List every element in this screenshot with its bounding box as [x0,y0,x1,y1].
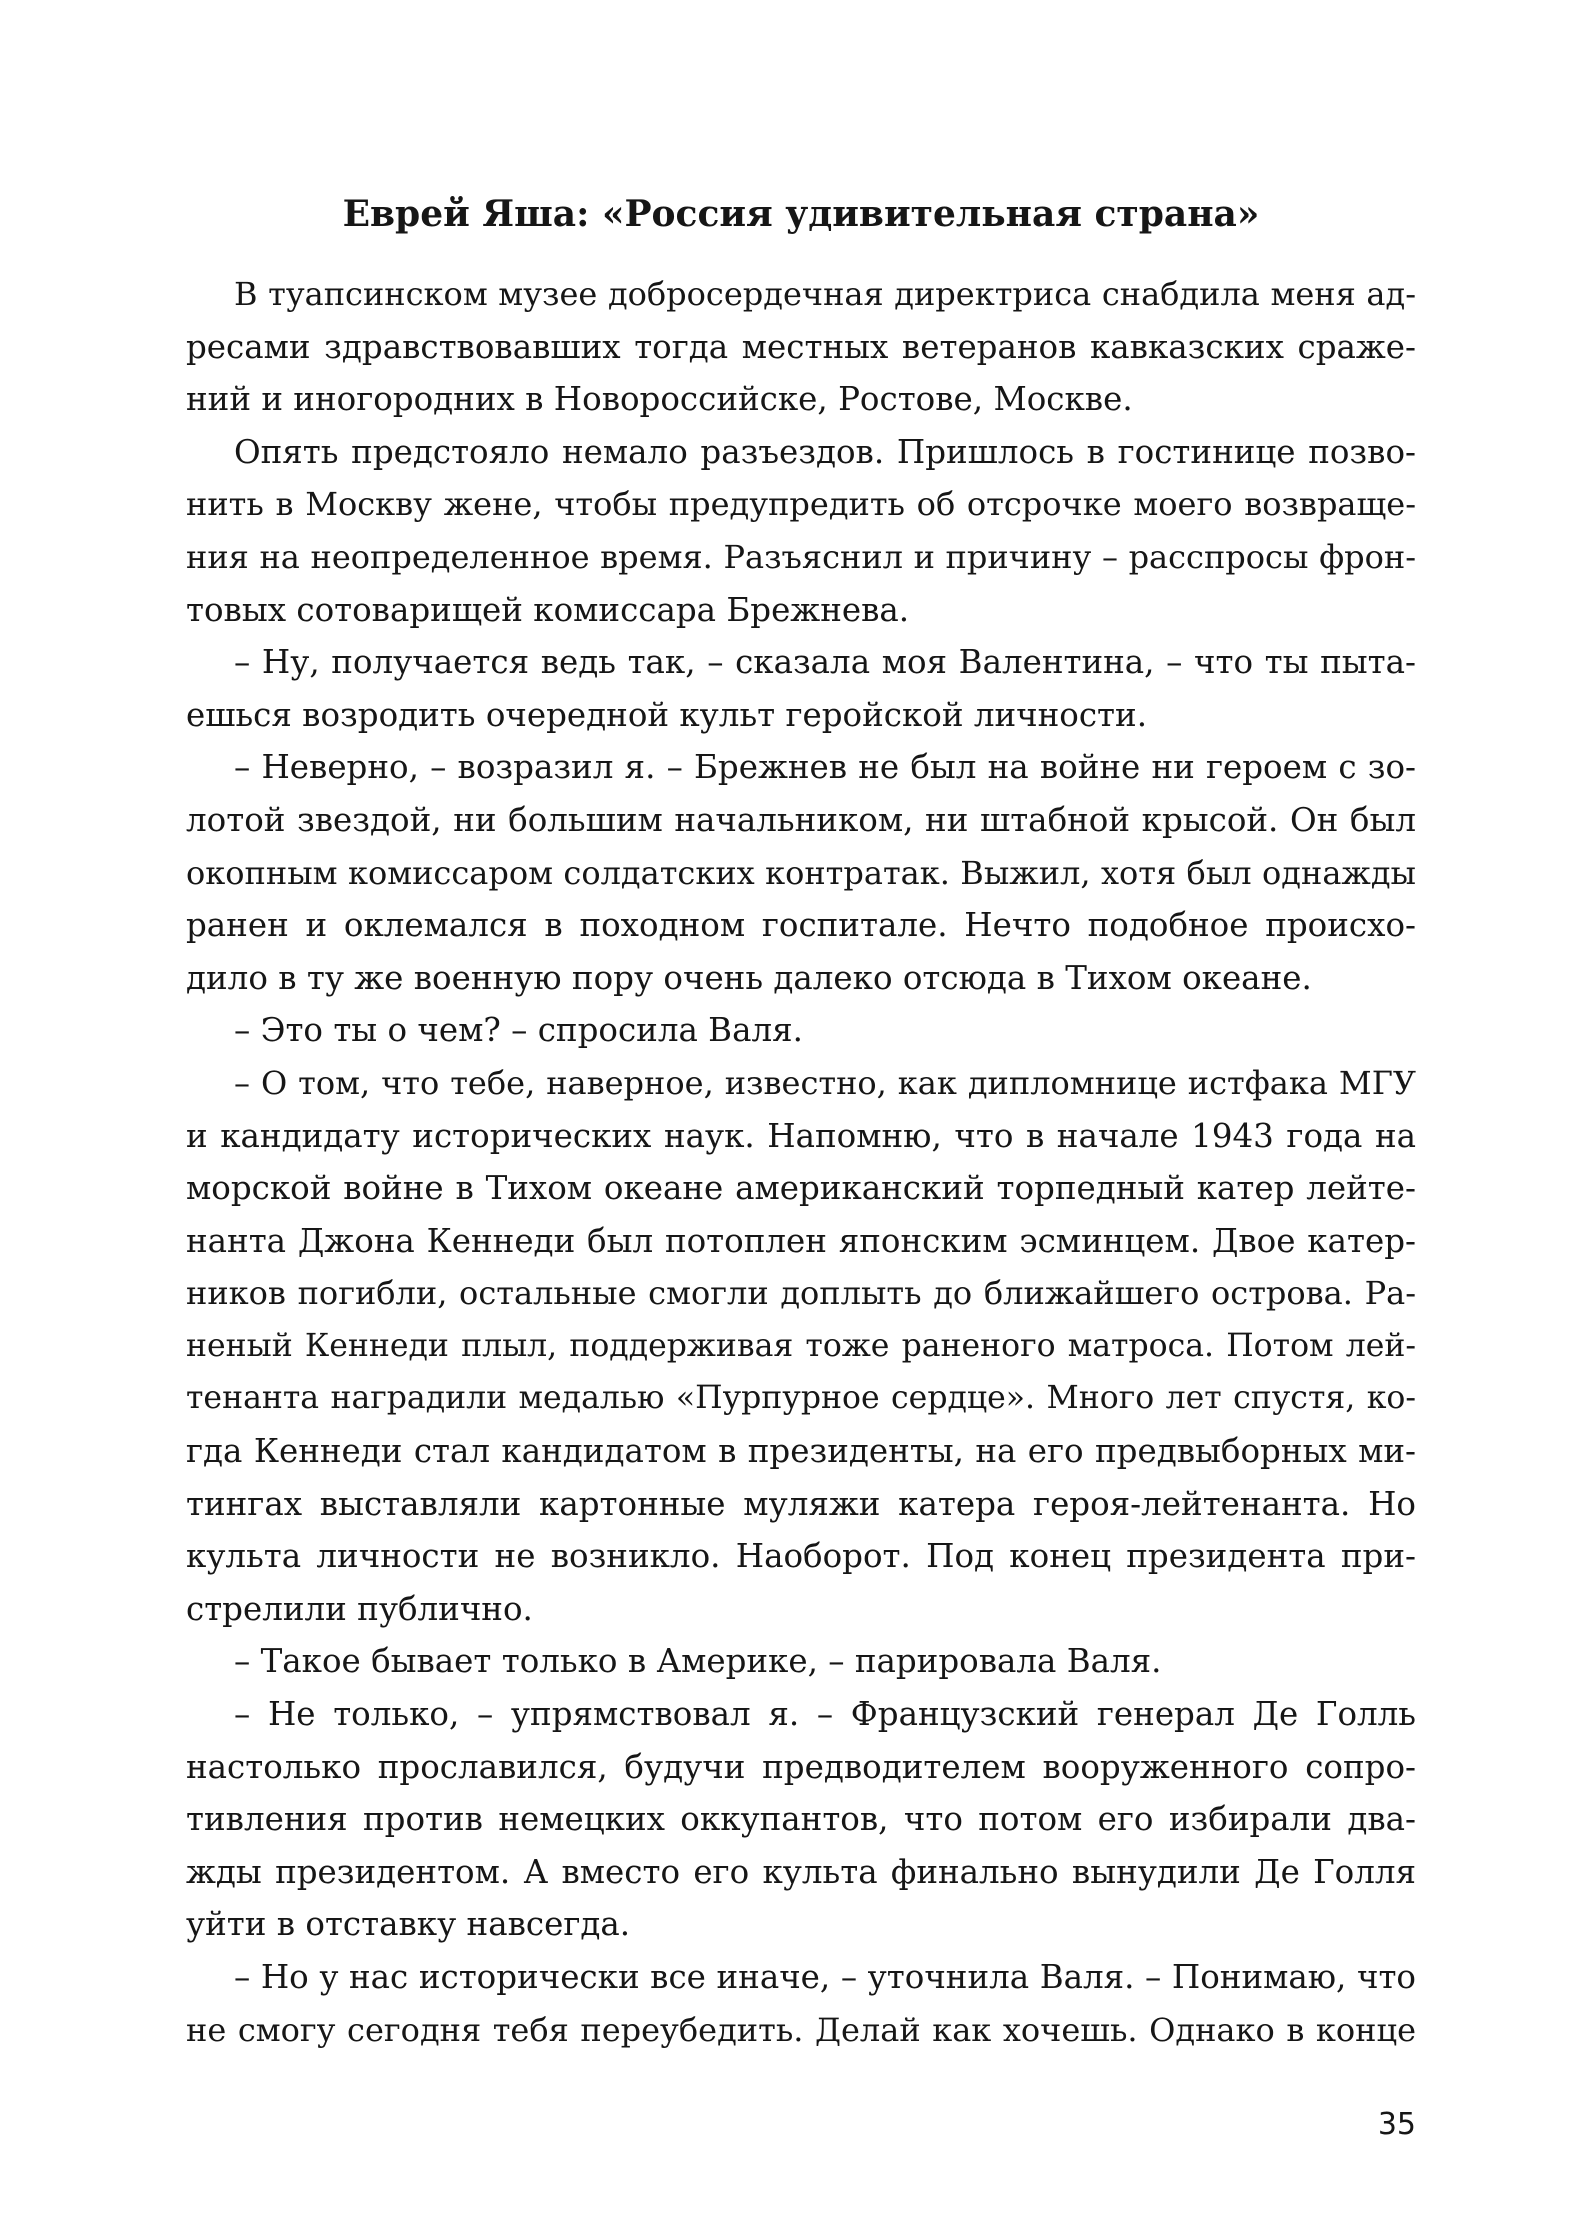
text-line: ников погибли, остальные смогли доплыть до ближайшего острова. Ра- [186,1274,1416,1313]
text-line: дило в ту же военную пору очень далеко отсюда в Тихом океане. [186,958,1312,997]
text-line: не смогу сегодня тебя переубедить. Делай как хочешь. Однако в конце [186,2010,1416,2049]
text-line: Опять предстояло немало разъездов. Пришлось в гостинице позво- [234,432,1416,471]
text-line: В туапсинском музее добросердечная директриса снабдила меня ад- [234,275,1416,313]
text-line: морской войне в Тихом океане американский торпедный катер лейте- [186,1169,1416,1208]
text-line: гда Кеннеди стал кандидатом в президенты, на его предвыборных ми- [186,1432,1416,1471]
page-number: 35 [1377,2107,1416,2142]
text-line: настолько прославился, будучи предводителем вооруженного сопро- [186,1747,1416,1786]
text-line: жды президентом. А вместо его культа финально вынудили Де Голля [186,1852,1416,1891]
text-line: – Не только, – упрямствовал я. – Французский генерал Де Голль [234,1695,1416,1734]
text-line: тингах выставляли картонные муляжи катера героя-лейтенанта. Но [186,1484,1416,1523]
text-line: ранен и оклемался в походном госпитале. Нечто подобное происхо- [186,906,1416,945]
text-line: уйти в отставку навсегда. [186,1905,631,1944]
text-line: нанта Джона Кеннеди был потоплен японским эсминцем. Двое катер- [186,1221,1416,1260]
chapter-title: Еврей Яша: «Россия удивительная страна» [342,193,1260,235]
body-text [186,268,1416,2056]
text-line: – Ну, получается ведь так, – сказала моя Валентина, – что ты пыта- [234,643,1416,682]
text-line: товых сотоварищей комиссара Брежнева. [186,590,910,629]
text-line: и кандидату исторических наук. Напомню, что в начале 1943 года на [186,1116,1416,1155]
text-line: неный Кеннеди плыл, поддерживая тоже раненого матроса. Потом лей- [186,1327,1416,1364]
text-line: нить в Москву жене, чтобы предупредить об отсрочке моего возвраще- [186,485,1416,524]
text-line: тенанта наградили медалью «Пурпурное сердце». Много лет спустя, ко- [186,1380,1416,1417]
text-line: – Такое бывает только в Америке, – парировала Валя. [234,1642,1162,1681]
text-line: тивления против немецких оккупантов, что потом его избирали два- [186,1800,1416,1839]
text-line: – Неверно, – возразил я. – Брежнев не был на войне ни героем с зо- [234,748,1416,787]
text-line: стрелили публично. [186,1589,533,1628]
text-line: – О том, что тебе, наверное, известно, как дипломнице истфака МГУ [234,1063,1416,1102]
text-line: культа личности не возникло. Наоборот. Под конец президента при- [186,1537,1416,1576]
text-line: окопным комиссаром солдатских контратак. Выжил, хотя был однажды [186,853,1416,892]
text-line: ешься возродить очередной культ геройской личности. [186,695,1148,734]
text-line: ний и иногородних в Новороссийске, Ростове, Москве. [186,380,1133,419]
text-line: – Но у нас исторически все иначе, – уточнила Валя. – Понимаю, что [234,1958,1416,1996]
text-line: ния на неопределенное время. Разъяснил и причину – расспросы фрон- [186,537,1416,576]
text-line: ресами здравствовавших тогда местных ветеранов кавказских сраже- [186,327,1416,366]
text-line: лотой звездой, ни большим начальником, ни штабной крысой. Он был [186,800,1416,839]
text-line: – Это ты о чем? – спросила Валя. [234,1011,803,1050]
